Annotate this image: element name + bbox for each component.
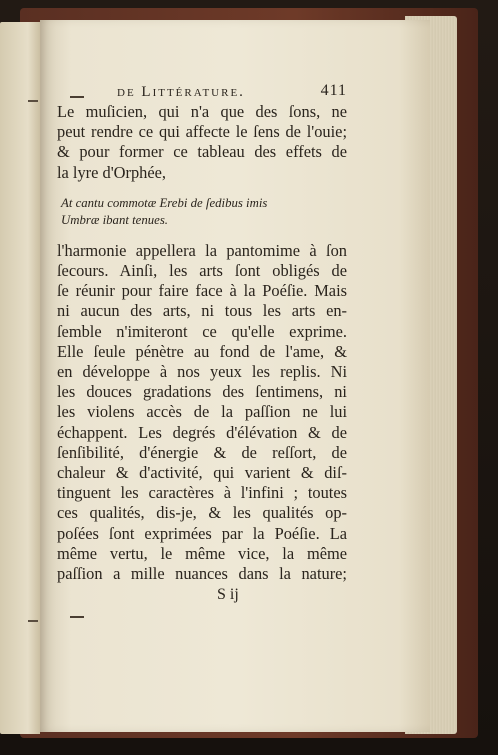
text-line: la lyre d'Orphée, bbox=[57, 162, 166, 182]
text-line: les douces gradations des ſentimens, ni bbox=[57, 382, 347, 402]
gutter-mark bbox=[70, 616, 84, 618]
quote-line: Umbræ ibant tenues. bbox=[61, 212, 168, 227]
left-page-edge bbox=[0, 22, 40, 734]
text-line: l'harmonie appellera la pantomime à ſon bbox=[57, 240, 347, 260]
running-head-title: de Littérature. bbox=[117, 84, 245, 100]
latin-quotation bbox=[61, 195, 347, 229]
gutter-mark bbox=[28, 100, 38, 102]
quote-line: At cantu commotæ Erebi de ſedibus imis bbox=[61, 195, 268, 210]
running-head bbox=[57, 80, 347, 102]
text-line: ſenſibilité, d'énergie & de reſſort, de bbox=[57, 442, 347, 462]
text-line: en développe à nos yeux les replis. Ni bbox=[57, 362, 347, 382]
text-line: même vertu, le même vice, la même bbox=[57, 543, 347, 563]
text-line: tinguent les caractères à l'infini ; toutes bbox=[57, 483, 347, 503]
text-line: ſecours. Ainſi, les arts ſont obligés de bbox=[57, 261, 347, 281]
text-line: Elle ſeule pénètre au fond de l'ame, & bbox=[57, 341, 347, 361]
paragraph-2 bbox=[57, 241, 347, 584]
text-line: Le muſicien, qui n'a que des ſons, ne bbox=[57, 102, 347, 121]
text-line: chaleur & d'activité, qui varient & diſ- bbox=[57, 463, 347, 483]
text-line: & pour former ce tableau des effets de bbox=[57, 142, 347, 162]
page-number: 411 bbox=[320, 82, 347, 99]
text-line: peut rendre ce qui affecte le ſens de l'ouie; bbox=[57, 122, 347, 142]
text-line: ſe réunir pour faire face à la Poéſie. Mais bbox=[57, 281, 347, 301]
text-line: ces qualités, dis-je, & les qualités op- bbox=[57, 503, 347, 523]
page-text bbox=[57, 80, 347, 605]
text-line: les violens accès de la paſſion ne lui bbox=[57, 402, 347, 422]
text-line: paſſion a mille nuances dans la nature; bbox=[57, 564, 347, 584]
text-line: ni aucun des arts, ni tous les arts en- bbox=[57, 301, 347, 321]
paragraph-1 bbox=[57, 102, 347, 183]
text-line: poſées ſont exprimées par la Poéſie. La bbox=[57, 523, 347, 543]
text-line: ſemble n'imiteront ce qu'elle exprime. bbox=[57, 321, 347, 341]
text-line: échappent. Les degrés d'élévation & de bbox=[57, 422, 347, 442]
signature-mark: S ij bbox=[217, 586, 239, 604]
gutter-mark bbox=[28, 620, 38, 622]
